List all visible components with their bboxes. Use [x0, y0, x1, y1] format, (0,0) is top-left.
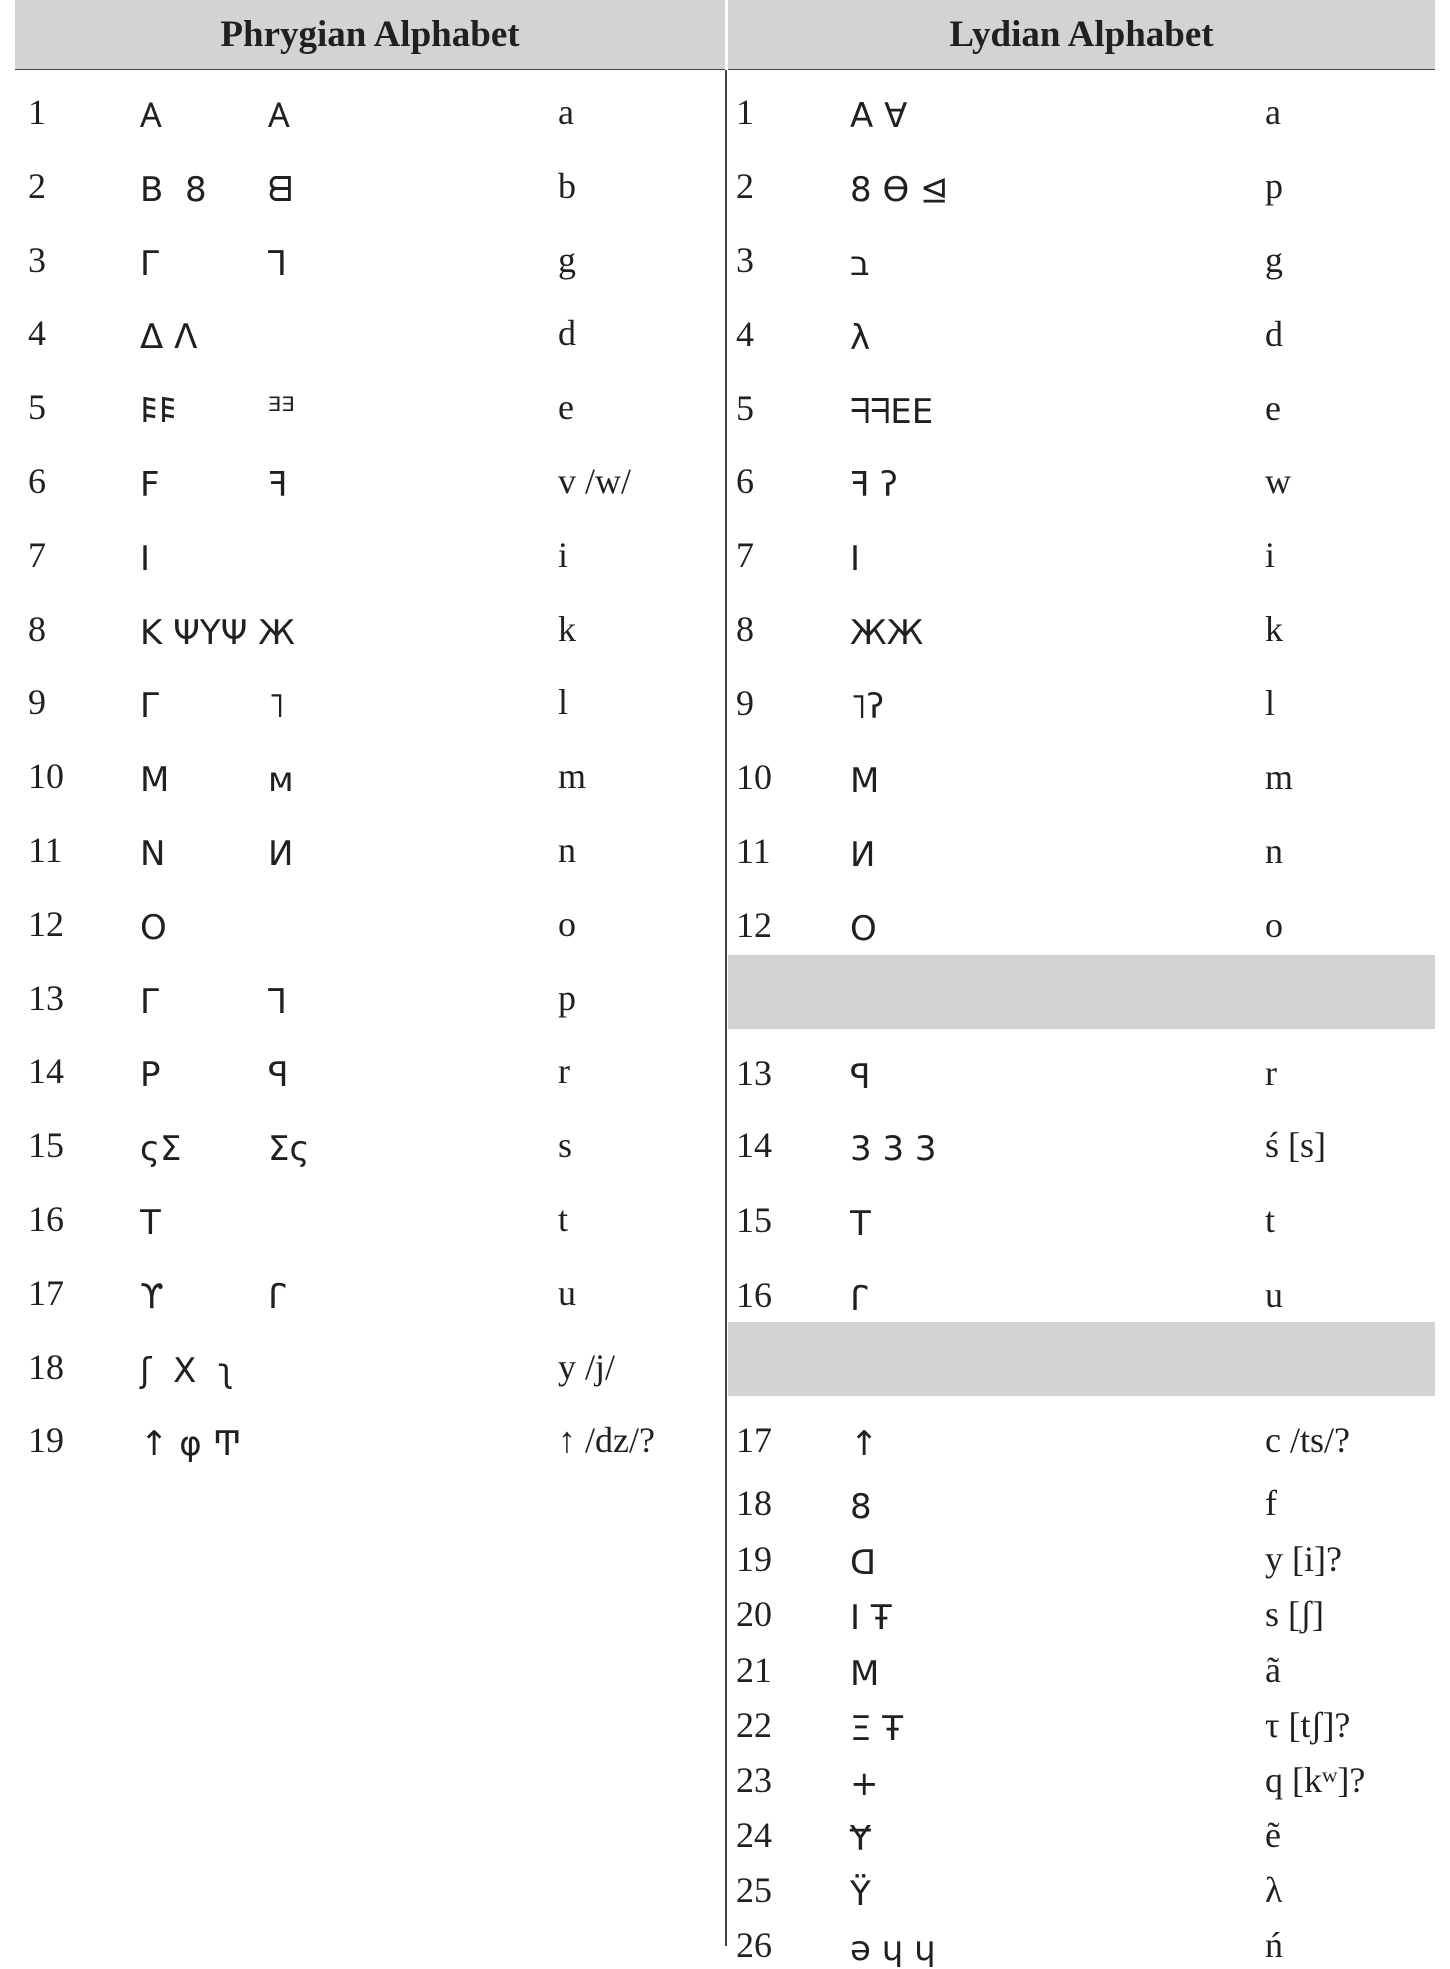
phrygian-transliteration: e — [558, 387, 574, 428]
lydian-row-number: 23 — [736, 1760, 772, 1800]
lydian-glyphs: ב — [850, 244, 870, 284]
phrygian-glyphs: 𐌄𐌄 — [140, 391, 178, 432]
phrygian-row-number: 5 — [28, 387, 46, 428]
lydian-row-number: 2 — [736, 166, 754, 206]
lydian-glyphs: 8 Ɵ ⊴ — [850, 170, 949, 210]
phrygian-glyphs-alt: ꟼ — [268, 1055, 289, 1096]
phrygian-glyphs: P — [140, 1055, 161, 1096]
phrygian-glyphs-alt: ꟻ — [268, 465, 288, 505]
lydian-transliteration: l — [1265, 683, 1276, 723]
lydian-row-number: 12 — [736, 905, 772, 945]
lydian-transliteration: t — [1265, 1200, 1276, 1240]
lydian-row-number: 1 — [736, 92, 754, 132]
phrygian-transliteration: b — [558, 165, 576, 206]
lydian-glyphs: ˥ʔ — [850, 687, 885, 727]
lydian-glyphs: ЖЖ — [850, 613, 924, 653]
phrygian-transliteration: d — [558, 313, 576, 354]
phrygian-glyphs-alt: ᴲᴲ — [268, 391, 296, 432]
phrygian-glyphs: Δ Λ — [140, 317, 198, 358]
lydian-transliteration: i — [1265, 535, 1276, 575]
lydian-transliteration: u — [1265, 1275, 1283, 1315]
phrygian-glyphs: F — [140, 465, 160, 505]
lydian-transliteration: o — [1265, 905, 1283, 945]
phrygian-row-number: 16 — [28, 1199, 64, 1239]
lydian-row-number: 13 — [736, 1053, 772, 1093]
phrygian-row-number: 17 — [28, 1272, 64, 1313]
phrygian-transliteration: y /j/ — [558, 1346, 616, 1387]
phrygian-row-number: 14 — [28, 1051, 64, 1092]
phrygian-transliteration: n — [558, 830, 576, 870]
phrygian-transliteration: r — [558, 1051, 570, 1092]
phrygian-glyphs-alt: Σς — [268, 1129, 310, 1170]
lydian-glyphs: И — [850, 835, 876, 875]
phrygian-row-number: 3 — [28, 239, 46, 280]
lydian-row-number: 7 — [736, 535, 754, 575]
lydian-glyphs: ə ɥ ɥ — [850, 1929, 936, 1969]
phrygian-glyphs-alt: И — [268, 834, 294, 874]
shaded-gap-row — [728, 1322, 1435, 1396]
lydian-transliteration: e — [1265, 388, 1281, 428]
phrygian-glyphs: Γ — [140, 981, 159, 1022]
lydian-transliteration: λ — [1265, 1870, 1283, 1910]
lydian-glyphs: I Ŧ — [850, 1598, 892, 1638]
phrygian-transliteration: v /w/ — [558, 461, 632, 501]
lydian-header: Lydian Alphabet — [728, 0, 1435, 70]
phrygian-glyphs-alt: ꓶ — [268, 981, 287, 1022]
phrygian-transliteration: m — [558, 756, 587, 797]
phrygian-transliteration: s — [558, 1125, 573, 1166]
phrygian-row-number: 12 — [28, 903, 64, 944]
lydian-row-number: 19 — [736, 1539, 772, 1579]
phrygian-glyphs: I — [140, 538, 151, 579]
lydian-transliteration: f — [1265, 1483, 1277, 1523]
phrygian-row-number: 13 — [28, 977, 64, 1018]
phrygian-row-number: 6 — [28, 461, 46, 501]
phrygian-glyphs-alt: ˥ — [268, 686, 285, 727]
phrygian-row-number: 1 — [28, 92, 46, 132]
lydian-glyphs: T — [850, 1204, 871, 1244]
lydian-row-number: 4 — [736, 314, 754, 354]
phrygian-transliteration: o — [558, 903, 576, 944]
lydian-transliteration: d — [1265, 314, 1283, 354]
lydian-glyphs: Ξ Ŧ — [850, 1709, 904, 1749]
phrygian-glyphs-alt: 𐊠 — [268, 96, 290, 136]
lydian-transliteration: k — [1265, 609, 1283, 649]
phrygian-row-number: 9 — [28, 682, 46, 723]
phrygian-glyphs: T — [140, 1203, 161, 1243]
phrygian-glyphs: N — [140, 834, 166, 874]
lydian-row-number: 21 — [736, 1650, 772, 1690]
phrygian-glyphs: K ΨΥΨ Ж — [140, 612, 295, 653]
phrygian-glyphs: O — [140, 907, 167, 948]
lydian-transliteration: a — [1265, 92, 1281, 132]
phrygian-glyphs: Γ — [140, 686, 159, 727]
phrygian-glyphs: ϒ — [140, 1276, 164, 1317]
lydian-transliteration: τ [tʃ]? — [1265, 1705, 1351, 1745]
lydian-glyphs: ꟻ ʔ — [850, 465, 898, 505]
phrygian-glyphs-alt: ꓩ — [268, 1276, 286, 1317]
lydian-glyphs: A Ɐ — [850, 96, 908, 136]
shaded-gap-row — [728, 955, 1435, 1029]
phrygian-transliteration: k — [558, 608, 576, 649]
phrygian-row-number: 11 — [28, 830, 63, 870]
phrygian-glyphs: B 8 — [140, 169, 207, 210]
lydian-row-number: 11 — [736, 831, 771, 871]
lydian-transliteration: y [i]? — [1265, 1539, 1342, 1579]
lydian-glyphs: M — [850, 1654, 880, 1694]
phrygian-row-number: 10 — [28, 756, 64, 797]
phrygian-glyphs: Γ — [140, 243, 159, 284]
lydian-glyphs: λ — [850, 318, 871, 358]
lydian-glyphs: ↑ — [850, 1424, 879, 1464]
lydian-transliteration: r — [1265, 1053, 1277, 1093]
lydian-row-number: 16 — [736, 1275, 772, 1315]
lydian-row-number: 3 — [736, 240, 754, 280]
phrygian-row-number: 19 — [28, 1420, 64, 1461]
phrygian-transliteration: g — [558, 239, 576, 280]
lydian-glyphs: 3 3 3 — [850, 1129, 937, 1169]
phrygian-transliteration: i — [558, 534, 569, 575]
lydian-transliteration: q [kʷ]? — [1265, 1760, 1366, 1800]
lydian-transliteration: c /ts/? — [1265, 1420, 1350, 1460]
lydian-transliteration: ś [s] — [1265, 1125, 1326, 1165]
lydian-glyphs: I — [850, 539, 861, 579]
phrygian-row-number: 18 — [28, 1346, 64, 1387]
phrygian-glyphs: ʃ X ʅ — [140, 1350, 234, 1391]
lydian-row-number: 5 — [736, 388, 754, 428]
phrygian-glyphs: 𐊠 — [140, 96, 162, 136]
phrygian-transliteration: ↑ /dz/? — [558, 1420, 655, 1461]
lydian-row-number: 18 — [736, 1483, 772, 1523]
phrygian-transliteration: p — [558, 977, 576, 1018]
lydian-row-number: 24 — [736, 1815, 772, 1855]
phrygian-row-number: 8 — [28, 608, 46, 649]
lydian-glyphs: Ɏ — [850, 1819, 871, 1859]
phrygian-row-number: 2 — [28, 165, 46, 206]
column-divider — [725, 70, 727, 1946]
lydian-transliteration: g — [1265, 240, 1283, 280]
lydian-transliteration: ã — [1265, 1650, 1281, 1690]
lydian-transliteration: s [ʃ] — [1265, 1594, 1324, 1634]
lydian-row-number: 8 — [736, 609, 754, 649]
lydian-row-number: 15 — [736, 1200, 772, 1240]
lydian-transliteration: n — [1265, 831, 1283, 871]
lydian-glyphs: O — [850, 909, 877, 949]
phrygian-glyphs: ςΣ — [140, 1129, 182, 1170]
phrygian-glyphs-alt: ᗺ — [268, 169, 293, 210]
lydian-glyphs: 8 — [850, 1487, 872, 1527]
lydian-glyphs: Ϋ — [850, 1874, 871, 1914]
phrygian-header: Phrygian Alphabet — [15, 0, 725, 70]
lydian-row-number: 20 — [736, 1594, 772, 1634]
phrygian-transliteration: u — [558, 1272, 576, 1313]
phrygian-glyphs-alt: ꓶ — [268, 243, 287, 284]
lydian-row-number: 26 — [736, 1925, 772, 1965]
lydian-row-number: 6 — [736, 461, 754, 501]
lydian-transliteration: ẽ — [1265, 1815, 1281, 1855]
lydian-glyphs: ꓷ — [850, 1543, 877, 1583]
lydian-glyphs: ᖷᖷEE — [850, 392, 934, 432]
lydian-row-number: 25 — [736, 1870, 772, 1910]
lydian-row-number: 14 — [736, 1125, 772, 1165]
lydian-transliteration: w — [1265, 461, 1291, 501]
lydian-row-number: 9 — [736, 683, 754, 723]
lydian-transliteration: m — [1265, 757, 1294, 797]
lydian-glyphs: M — [850, 761, 880, 801]
phrygian-glyphs: ↑ φ Ͳ — [140, 1424, 242, 1465]
lydian-row-number: 17 — [736, 1420, 772, 1460]
lydian-glyphs: + — [850, 1764, 879, 1804]
phrygian-transliteration: l — [558, 682, 569, 723]
lydian-row-number: 10 — [736, 757, 772, 797]
phrygian-transliteration: a — [558, 92, 574, 132]
phrygian-glyphs: M — [140, 760, 170, 801]
lydian-transliteration: p — [1265, 166, 1283, 206]
phrygian-transliteration: t — [558, 1199, 569, 1239]
lydian-glyphs: ꓩ — [850, 1279, 868, 1319]
phrygian-row-number: 15 — [28, 1125, 64, 1166]
lydian-row-number: 22 — [736, 1705, 772, 1745]
phrygian-glyphs-alt: ᴍ — [268, 760, 294, 801]
phrygian-row-number: 7 — [28, 534, 46, 575]
lydian-glyphs: ꟼ — [850, 1057, 871, 1097]
phrygian-row-number: 4 — [28, 313, 46, 354]
lydian-transliteration: ń — [1265, 1925, 1283, 1965]
